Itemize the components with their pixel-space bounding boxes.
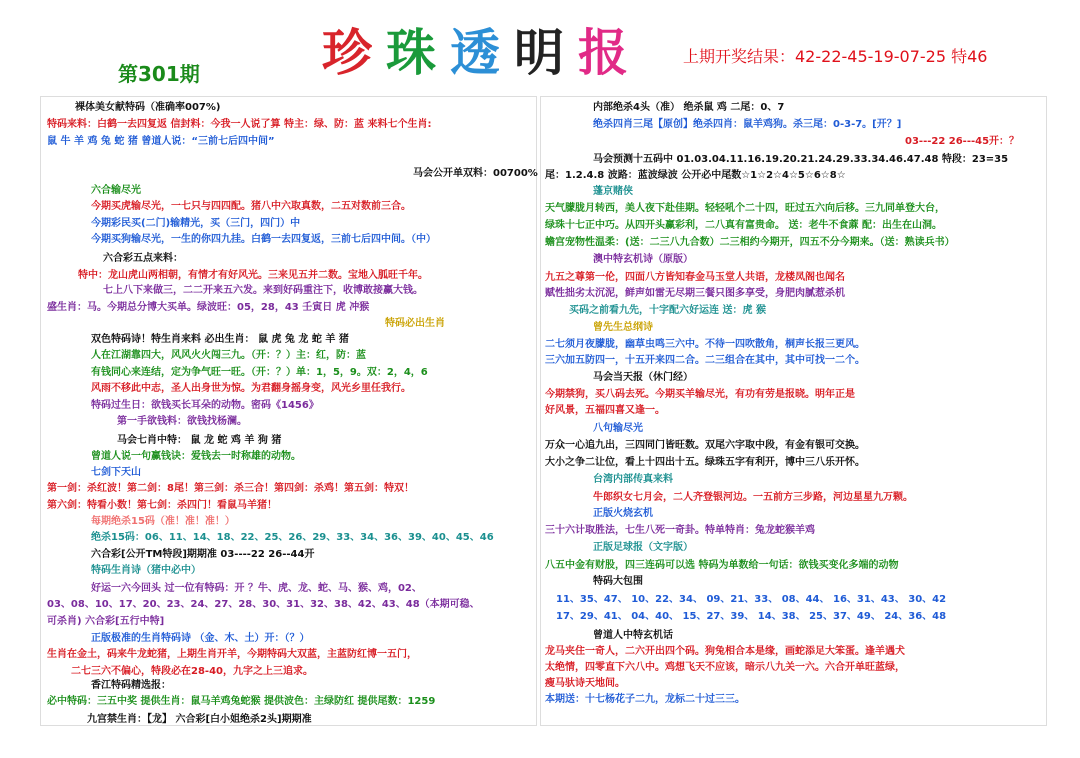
left-text-line: 有钱同心来连结，定为争气旺一旺。（开：？）单：1，5，9。双：2，4，6: [91, 367, 428, 378]
right-text-line: 澳中特玄机诗（原版）: [593, 254, 693, 265]
left-text-line: 今期买虎输尽光，一七只与四四配。猪八中六取真数，二五对数前三合。: [91, 201, 411, 212]
left-text-line: 今期买狗输尽光，一生的你四九挂。白鹤一去四复返，三前七后四中间。（中）: [91, 234, 436, 245]
right-text-line: 马会预测十五码中 01.03.04.11.16.19.20.21.24.29.33.34.46.47.48 特段：23=35: [593, 154, 1009, 165]
right-text-line: 太绝情，四零直下六八中。鸡想飞天不应该，暗示八九关一六。六合开单旺蓝绿，: [545, 662, 905, 673]
left-text-line: 正版极准的生肖特码诗 （金、木、土）开：（？）: [91, 633, 310, 644]
right-text-line: 天气朦胧月转西，美人夜下赴佳期。轻轻吼个二十四，旺过五六向后移。三九同单登大台，: [545, 203, 945, 214]
left-text-line: 特码来料：白鹤一去四复返 信封料：今我一人说了算 特主：绿、防：蓝 来料七个生肖:: [47, 119, 432, 130]
left-text-line: 第一剑：杀红波！第二剑：8尾！第三剑：杀三合！第四剑：杀鸡！第五剑：特双！: [47, 483, 414, 494]
right-text-line: 二七须月夜朦胧，幽草虫鸣三六中。不待一四吹散角，桐声长报三更风。: [545, 339, 865, 350]
left-text-line: 香江特码精选报：: [91, 680, 171, 691]
right-text-line: 曾道人中特玄机话: [593, 630, 673, 641]
left-text-line: 曾道人说一句赢钱诀：爱钱去一时称雄的动物。: [91, 451, 301, 462]
left-text-line: 九宫禁生肖：【龙】 六合彩[白小姐绝杀2头]期期准: [87, 714, 312, 725]
right-text-line: 本期送：十七杨花子二九，龙标二十过三三。: [545, 694, 745, 705]
left-text-line: 七剑下天山: [91, 467, 141, 478]
right-text-line: 正版足球报（文字版）: [593, 542, 693, 553]
right-text-line: 内部绝杀4头（准） 绝杀鼠 鸡 二尾：0、7: [593, 102, 785, 113]
right-text-line: 龙马夹住一奇人，二六开出四个码。狗兔相合本是缘，画蛇添足大笨蛋。逢羊遇犬: [545, 646, 905, 657]
title-char: 透: [450, 23, 500, 82]
right-text-line: 八五中金有财股，四三连码可以选 特码为单数给一句话：欲钱买变化多端的动物: [545, 560, 899, 571]
left-text-line: 03、08、10、17、20、23、24、27、28、30、31、32、38、42、43、48（本期可稳、: [47, 599, 480, 610]
left-text-line: 特码过生日：欲钱买长耳朵的动物。密码《1456》: [91, 400, 319, 411]
right-text-line: 八句输尽光: [593, 423, 643, 434]
right-text-line: 大小之争二让位，看上十四出十五。绿珠五字有利开，博中三八乐开怀。: [545, 457, 865, 468]
right-text-line: 蟾宫宠物性温柔：(送：二三八九合数）二三相约今期开，四五不分今期来。（送：熟读兵书）: [545, 237, 955, 248]
left-text-line: 特码必出生肖: [385, 318, 445, 329]
right-text-line: 瘦马驮诗天地间。: [545, 678, 625, 689]
right-text-line: 万众一心追九出，三四同门皆旺数。双尾六字取中段，有金有银可交换。: [545, 440, 865, 451]
left-text-line: 盛生肖：马。今期总分博大买单。绿波旺：05，28，43 壬寅日 虎 冲猴: [47, 302, 370, 313]
left-text-line: 生肖在金土，码来牛龙蛇猪，上期生肖开羊，今期特码大双蓝，主蓝防红博一五门，: [47, 649, 417, 660]
left-text-line: 人在江湖靠四大，风风火火闯三九。（开：？）主：红，防：蓝: [91, 350, 366, 361]
right-text-line: 正版火烧玄机: [593, 508, 653, 519]
title-char: 报: [578, 23, 628, 82]
left-text-line: 好运一六今回头 过一位有特码：开 ？牛、虎、龙、蛇、马、猴、鸡，02、: [91, 583, 422, 594]
right-text-line: 特码大包围: [593, 576, 643, 587]
right-text-line: 绿珠十七正中巧。从四开头赢彩利，二八真有富贵命。 送：老牛不食蔴 配：出生在山洞。: [545, 220, 942, 231]
title-char: 珍: [322, 23, 372, 82]
left-text-line: 二七三六不偏心，特段必在28-40，九字之上三追求。: [71, 666, 313, 677]
right-text-line: 三十六计取胜法，七生八死一奇卦。特单特肖：兔龙蛇猴羊鸡: [545, 525, 815, 536]
title-char: 明: [514, 23, 564, 82]
right-text-line: 牛郎织女七月会，二人齐登银河边。一五前方三步路，河边星星九万颗。: [593, 492, 913, 503]
right-text-line: 蓬京赌侠: [593, 186, 633, 197]
left-text-line: 每期绝杀15码（准！准！准！）: [91, 516, 235, 527]
issue-number: 第301期: [118, 62, 200, 86]
left-text-line: 裸体美女献特码（准确率007%): [75, 102, 221, 113]
last-draw-result: 上期开奖结果：42-22-45-19-07-25 特46: [683, 47, 988, 66]
right-text-line: 三六加五防四一，十五开来四二合。二三组合在其中，其中可找一二个。: [545, 355, 865, 366]
right-text-line: 台湾内部传真来料: [593, 474, 673, 485]
left-text-line: 马会七肖中特： 鼠 龙 蛇 鸡 羊 狗 猪: [117, 435, 282, 446]
left-text-line: 马会公开单双料：00700%: [413, 168, 538, 179]
masthead-title: [322, 18, 642, 88]
left-text-line: 七上八下来做三，二二开来五六发。来到好码重注下，收博敢接赢大钱。: [103, 285, 423, 296]
left-text-line: 第一手欲钱料：欲钱找杨澜。: [117, 416, 247, 427]
left-text-line: 今期彩民买(二门)输精光，买（三门，四门）中: [91, 218, 301, 229]
right-text-line: 今期禁狗，买八码去死。今期买羊输尽光，有功有劳是报晓。明年正是: [545, 389, 855, 400]
left-text-line: 风雨不移此中志，圣人出身世为惊。为君翻身摇身变，风光乡里任我行。: [91, 383, 411, 394]
right-text-line: 九五之尊第一伦，四面八方皆知春金马玉堂人共语，龙楼凤阁也闻名: [545, 272, 845, 283]
left-text-line: 六合彩五点来料：: [103, 253, 183, 264]
right-text-line: 赋性拙劣太沉泥，鲜声如雷无尽期三餐只图多享受，身肥肉腻惹杀机: [545, 288, 845, 299]
left-text-line: 六合彩[公开TM特段]期期准 03----22 26--44开: [91, 549, 315, 560]
right-text-line: 马会当天报（休门经）: [593, 372, 693, 383]
left-text-line: 鼠 牛 羊 鸡 兔 蛇 猪 曾道人说：“三前七后四中间”: [47, 136, 275, 147]
right-text-line: 17、29、41、 04、40、 15、27、39、 14、38、 25、37、49、 24、36、48: [556, 611, 947, 622]
left-text-line: 绝杀15码：06、11、14、18、22、25、26、29、33、34、36、39、40、45、46: [91, 532, 494, 543]
left-text-line: 六合输尽光: [91, 185, 141, 196]
left-text-line: 特中：龙山虎山两相朝，有情才有好风光。三来见五并二数。宝地入胍旺千年。: [78, 270, 428, 281]
left-text-line: 第六剑：特看小数！第七剑：杀四门！看鼠马羊猪！: [47, 500, 277, 511]
left-text-line: 特码生肖诗（猪中必中）: [91, 565, 201, 576]
right-text-line: 买码之前看九先，十字配六好运连 送：虎 猴: [569, 305, 766, 316]
left-text-line: 双色特码诗！特生肖来料 必出生肖： 鼠 虎 兔 龙 蛇 羊 猪: [91, 334, 349, 345]
right-text-line: 好风景，五福四喜又逢一。: [545, 405, 665, 416]
left-text-line: 必中特码：三五中奖 提供生肖：鼠马羊鸡兔蛇猴 提供波色：主绿防红 提供尾数：1259: [47, 696, 436, 707]
right-text-line: 03---22 26---45开：？: [905, 136, 1020, 147]
right-text-line: 尾：1.2.4.8 波路：蓝波绿波 公开必中尾数☆1☆2☆4☆5☆6☆8☆: [545, 170, 846, 181]
right-text-line: 绝杀四肖三尾【原创】绝杀四肖：鼠羊鸡狗。杀三尾：0-3-7。[开？]: [593, 119, 902, 130]
title-char: 珠: [386, 23, 436, 82]
left-text-line: 可杀肖) 六合彩[五行中特]: [47, 616, 165, 627]
right-text-line: 曾先生总纲诗: [593, 322, 653, 333]
right-text-line: 11、35、47、 10、22、34、 09、21、33、 08、44、 16、31、43、 30、42: [556, 594, 947, 605]
